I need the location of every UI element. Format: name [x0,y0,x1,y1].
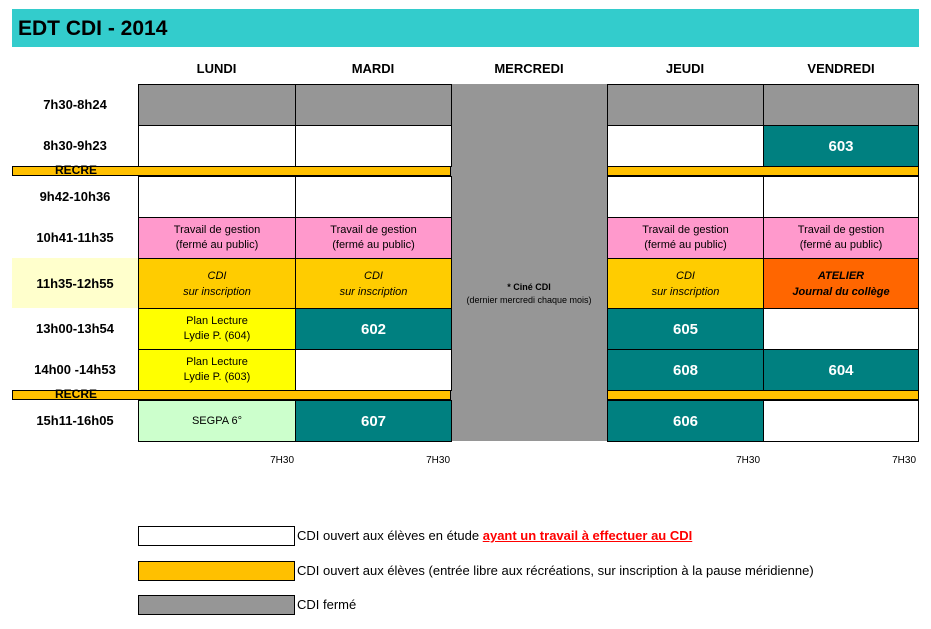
time-slot-2: 8h30-9h23 [43,138,107,153]
gestion-note: (fermé au public) [799,239,883,251]
gestion-title: Travail de gestion [797,224,885,236]
wednesday-closed-column [451,84,607,441]
legend-closed: CDI fermé [297,597,357,612]
gestion-title: Travail de gestion [642,224,729,236]
cell-jeudi-5 [607,258,764,309]
class-606: 606 [672,412,699,430]
day-header-mercredi: MERCREDI [494,61,564,76]
footer-time-jeudi: 7H30 [736,455,760,466]
gestion-title: Travail de gestion [330,224,417,236]
cell-mardi-7 [295,349,452,391]
day-header-jeudi: JEUDI [665,61,705,76]
recre-band-afternoon-right [607,390,919,400]
inscription-label: sur inscription [183,285,251,298]
cine-cdi-schedule: (dernier mercredi chaque mois) [466,295,592,305]
gestion-note: (fermé au public) [332,239,415,251]
page-title: EDT CDI - 2014 [18,17,168,40]
time-slot-5: 11h35-12h55 [12,258,138,308]
cell-vendredi-7 [763,349,919,391]
cell-mardi-3 [295,176,452,218]
footer-time-vendredi: 7H30 [892,455,916,466]
gestion-note: (fermé au public) [644,239,727,251]
time-slot-6: 13h00-13h54 [35,321,115,336]
cell-mardi-2 [295,125,452,167]
legend-open-free: CDI ouvert aux élèves (entrée libre aux récréations, sur inscription à la pause méridienne) [297,563,814,578]
cell-vendredi-3 [763,176,919,218]
time-slot-1: 7h30-8h24 [43,97,107,112]
title-bar [12,9,919,47]
cell-jeudi-8 [607,400,764,442]
legend-swatch-open-free [138,561,295,581]
cell-jeudi-7 [607,349,764,391]
segpa-label: SEGPA 6° [191,415,243,427]
lydie-604-label: Lydie P. (604) [183,330,251,342]
class-605: 605 [672,320,699,338]
cell-vendredi-5 [763,258,919,309]
lydie-603-label: Lydie P. (603) [183,371,251,383]
cine-cdi-title: * Ciné CDI [507,282,551,292]
cell-lundi-4 [138,217,296,259]
recre-label-morning: RECRE [54,163,97,177]
class-603: 603 [828,137,854,155]
cell-vendredi-6 [763,308,919,350]
cell-mardi-5 [295,258,452,309]
cell-lundi-7 [138,349,296,391]
class-607: 607 [360,412,387,430]
legend-swatch-open-study [138,526,295,546]
cdi-label: CDI [364,269,383,282]
cell-lundi-2 [138,125,296,167]
footer-time-mardi: 7H30 [426,455,450,466]
cdi-label: CDI [207,269,227,282]
cine-cdi-note [451,281,607,307]
cell-vendredi-2 [763,125,919,167]
cell-jeudi-2 [607,125,764,167]
cell-jeudi-6 [607,308,764,350]
day-header-lundi: LUNDI [196,61,237,76]
footer-time-lundi: 7H30 [270,455,294,466]
recre-label-afternoon: RECRE [54,387,97,401]
time-slot-4: 10h41-11h35 [36,230,114,245]
cell-mardi-8 [295,400,452,442]
cell-lundi-8 [138,400,296,442]
cell-mardi-4 [295,217,452,259]
cell-lundi-3 [138,176,296,218]
inscription-label: sur inscription [339,285,408,298]
time-slot-7: 14h00 -14h53 [34,362,116,377]
cell-jeudi-1 [607,84,764,126]
cell-lundi-6 [138,308,296,350]
cell-vendredi-8 [763,400,919,442]
cdi-label: CDI [676,269,695,282]
journal-label: Journal du collège [792,285,890,298]
legend-open-study [297,528,692,544]
gestion-note: (fermé au public) [175,239,259,251]
legend-open-study-highlight: ayant un travail à effectuer au CDI [482,528,693,543]
cell-vendredi-4 [763,217,919,259]
plan-lecture-label: Plan Lecture [186,315,248,327]
day-header-vendredi: VENDREDI [807,61,875,76]
legend-swatch-closed [138,595,295,615]
legend-open-study-text: CDI ouvert aux élèves en étude [297,528,483,543]
day-header-mardi: MARDI [351,61,395,76]
class-604: 604 [828,361,854,379]
cell-mardi-1 [295,84,452,126]
gestion-title: Travail de gestion [173,224,261,236]
recre-band-morning-right [607,166,919,176]
cell-vendredi-1 [763,84,919,126]
cell-jeudi-4 [607,217,764,259]
time-slot-3: 9h42-10h36 [39,189,111,204]
inscription-label: sur inscription [651,285,720,298]
class-602: 602 [360,320,387,338]
atelier-label: ATELIER [817,269,865,282]
cell-lundi-5 [138,258,296,309]
time-slot-8: 15h11-16h05 [36,413,114,428]
cell-lundi-1 [138,84,296,126]
cell-mardi-6 [295,308,452,350]
cell-jeudi-3 [607,176,764,218]
class-608: 608 [672,361,699,379]
plan-lecture-label: Plan Lecture [186,356,248,368]
